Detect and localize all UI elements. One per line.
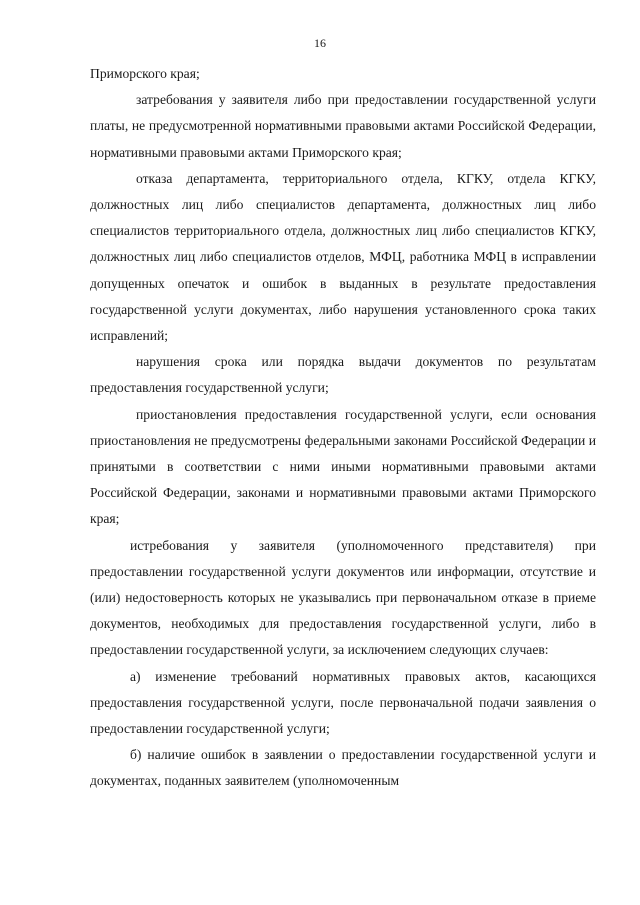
- paragraph: истребования у заявителя (уполномоченного представителя) при предоставлении государственной услуги документов или информации, отсутствие и (или) недостоверность которых не указывались при первоначальном отказе в приеме документов, необходимых для предоставления государственной услуги, либо в предоставлении государственной услуги, за исключением следующих случаев:: [90, 537, 596, 658]
- paragraph: нарушения срока или порядка выдачи документов по результатам предоставления государственной услуги;: [90, 354, 596, 396]
- body-text: [90, 61, 596, 795]
- page-number: 16: [314, 36, 326, 50]
- paragraph: отказа департамента, территориального отдела, КГКУ, отдела КГКУ, должностных лиц либо специалистов департамента, должностных лиц либо специалистов территориального отдела, должностных лиц либо специалистов КГКУ, должностных лиц либо специалистов отделов, МФЦ, работника МФЦ в исправлении допущенных опечаток и ошибок в выданных в результате предоставления государственной услуги документах, либо нарушения установленного срока таких исправлений;: [90, 170, 596, 344]
- paragraph: б) наличие ошибок в заявлении о предоставлении государственной услуги и документах, поданных заявителем (уполномоченным: [90, 747, 596, 789]
- paragraph: затребования у заявителя либо при предоставлении государственной услуги платы, не предусмотренной нормативными правовыми актами Российской Федерации, нормативными правовыми актами Приморского края;: [90, 92, 596, 160]
- paragraph: приостановления предоставления государственной услуги, если основания приостановления не предусмотрены федеральными законами Российской Федерации и принятыми в соответствии с ними иными нормативными правовыми актами Российской Федерации, законами и нормативными правовыми актами Приморского края;: [90, 406, 596, 527]
- paragraph: а) изменение требований нормативных правовых актов, касающихся предоставления государственной услуги, после первоначальной подачи заявления о предоставлении государственной услуги;: [90, 668, 596, 737]
- paragraph: Приморского края;: [90, 66, 200, 81]
